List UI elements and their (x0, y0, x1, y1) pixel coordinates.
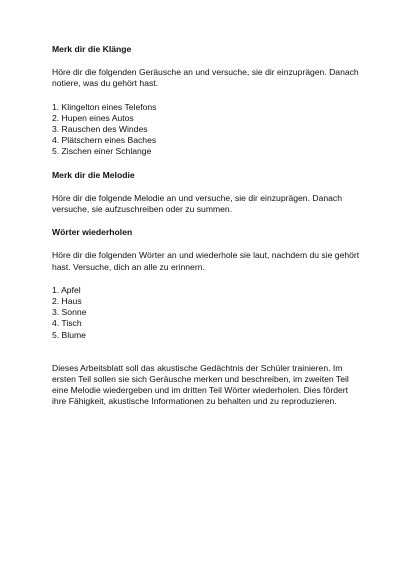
section-heading-klaenge: Merk dir die Klänge (52, 44, 132, 54)
section-intro-klaenge: Höre dir die folgenden Geräusche an und versuche, sie dir einzuprägen. Danach notiere, was du gehört hast. (52, 67, 359, 89)
section-intro-melodie: Höre dir die folgende Melodie an und versuche, sie dir einzuprägen. Danach versuche, sie aufzuschreiben oder zu summen. (52, 192, 342, 215)
sound-list (52, 102, 362, 158)
word-list (52, 285, 362, 341)
list-item: 1. Apfel (52, 284, 81, 295)
list-item: 1. Klingelton eines Telefons (52, 101, 157, 112)
list-item: 5. Zischen einer Schlange (52, 146, 152, 157)
list-item: 4. Tisch (52, 318, 82, 329)
list-item: 4. Plätschern eines Baches (52, 135, 157, 146)
summary-paragraph: Dieses Arbeitsblatt soll das akustische Gedächtnis der Schüler trainieren. Im ersten Teil sollen sie sich Geräusche merken und beschreiben, im zweiten Teil eine Melodie wiedergeben und im dritten Teil Wörter wiederholen. Dies fördert ihre Fähigkeit, akustische Informationen zu behalten und zu reproduzieren. (52, 362, 349, 407)
worksheet-content (52, 44, 362, 408)
list-item: 5. Blume (52, 329, 86, 340)
list-item: 3. Sonne (52, 307, 87, 318)
section-heading-woerter: Wörter wiederholen (52, 227, 133, 238)
list-item: 3. Rauschen des Windes (52, 124, 148, 135)
list-item: 2. Hupen eines Autos (52, 112, 134, 123)
section-heading-melodie: Merk dir die Melodie (52, 169, 135, 180)
list-item: 2. Haus (52, 296, 82, 307)
section-intro-woerter: Höre dir die folgenden Wörter an und wiederhole sie laut, nachdem du sie gehört hast. Versuche, dich an alle zu erinnern. (52, 250, 360, 272)
